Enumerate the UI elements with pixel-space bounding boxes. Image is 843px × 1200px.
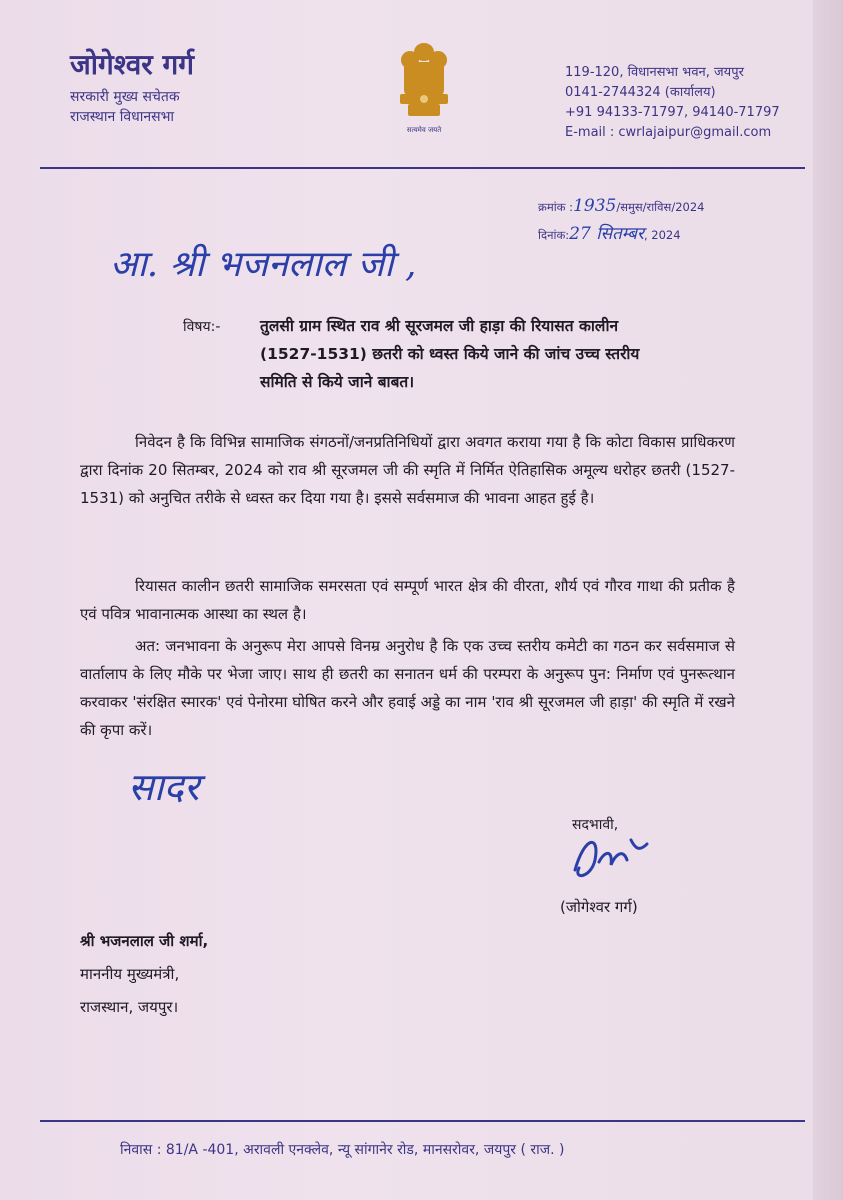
reference-number-label: क्रमांक : (538, 200, 574, 214)
body-paragraph-1: निवेदन है कि विभिन्न सामाजिक संगठनों/जनप्रतिनिधियों द्वारा अवगत कराया गया है कि कोटा विकास प्राधिकरण द्वारा दिनांक 20 सितम्बर, 2024 को राव श्री सूरजमल जी की स्मृति में निर्मित ऐतिहासिक अमूल्य धरोहर छतरी (1527-1531) को अनुचित तरीके से ध्वस्त कर दिया गया है। इससे सर्वसमाज की भावना आहत हुई है। (80, 433, 735, 507)
reference-date (538, 221, 704, 249)
subject-text (260, 312, 639, 396)
reference-number (538, 193, 704, 221)
sender-contact (565, 63, 780, 143)
subject-line-2: (1527-1531) छतरी को ध्वस्त किये जाने की जांच उच्च स्तरीय (260, 345, 640, 363)
subject-line-3: समिति से किये जाने बाबत। (260, 373, 415, 391)
reference-date-suffix: , 2024 (643, 228, 681, 242)
recipient-block (80, 925, 208, 1024)
reference-number-suffix: /समुस/राविस/2024 (616, 200, 705, 214)
paper-edge (813, 0, 843, 1200)
salutation: आ. श्री भजनलाल जी , (110, 244, 417, 285)
reference-number-value: 1935 (573, 196, 617, 216)
closing-phrase: सदभावी, (572, 817, 619, 833)
reference-block (538, 193, 704, 249)
mobile-numbers: +91 94133-71797, 94140-71797 (565, 105, 780, 120)
reference-date-value: 27 सितम्बर (569, 224, 644, 244)
reference-date-label: दिनांक: (538, 228, 570, 242)
sender-designation (70, 87, 180, 127)
signatory-name: (जोगेश्वर गर्ग) (560, 898, 638, 916)
recipient-name: श्री भजनलाल जी शर्मा, (80, 932, 209, 950)
letterhead-divider (40, 167, 805, 169)
office-address: 119-120, विधानसभा भवन, जयपुर (565, 65, 744, 80)
email-address: E-mail : cwrlajaipur@gmail.com (565, 125, 772, 140)
emblem-motto: सत्यमेव जयते (406, 126, 442, 134)
sender-name: जोगेश्वर गर्ग (70, 48, 194, 81)
signature-mark (565, 830, 685, 890)
handwritten-sadar: सादर (128, 765, 200, 809)
body-paragraph-3: अत: जनभावना के अनुरूप मेरा आपसे विनम्र अनुरोध है कि एक उच्च स्तरीय कमेटी का गठन कर सर्वसमाज से वार्तालाप के लिए मौके पर भेजा जाए। साथ ही छतरी का सनातन धर्म की परम्परा के अनुरूप पुन: निर्माण एवं पुनरूत्थान करवाकर 'संरक्षित स्मारक' एवं पेनोरमा घोषित करने और हवाई अड्डे का नाम 'राव श्री सूरजमल जी हाड़ा' की स्मृति में रखने की कृपा करें। (80, 637, 735, 739)
body-paragraph-2: रियासत कालीन छतरी सामाजिक समरसता एवं सम्पूर्ण भारत क्षेत्र की वीरता, शौर्य एवं गौरव गाथा की प्रतीक है एवं पवित्र भावानात्मक आस्था का स्थल है। (80, 577, 735, 623)
office-phone: 0141-2744324 (कार्यालय) (565, 85, 716, 100)
residence-address: निवास : 81/A -401, अरावली एनक्लेव, न्यू सांगानेर रोड, मानसरोवर, जयपुर ( राज. ) (120, 1142, 565, 1158)
designation-line-1: सरकारी मुख्य सचेतक (70, 89, 180, 105)
footer-divider (40, 1120, 805, 1122)
recipient-title: माननीय मुख्यमंत्री, (80, 965, 180, 983)
national-emblem-icon (388, 38, 460, 138)
designation-line-2: राजस्थान विधानसभा (70, 109, 175, 125)
subject-label: विषय:- (183, 319, 221, 335)
subject-line-1: तुलसी ग्राम स्थित राव श्री सूरजमल जी हाड़ा की रियासत कालीन (260, 317, 619, 335)
recipient-place: राजस्थान, जयपुर। (80, 998, 179, 1016)
